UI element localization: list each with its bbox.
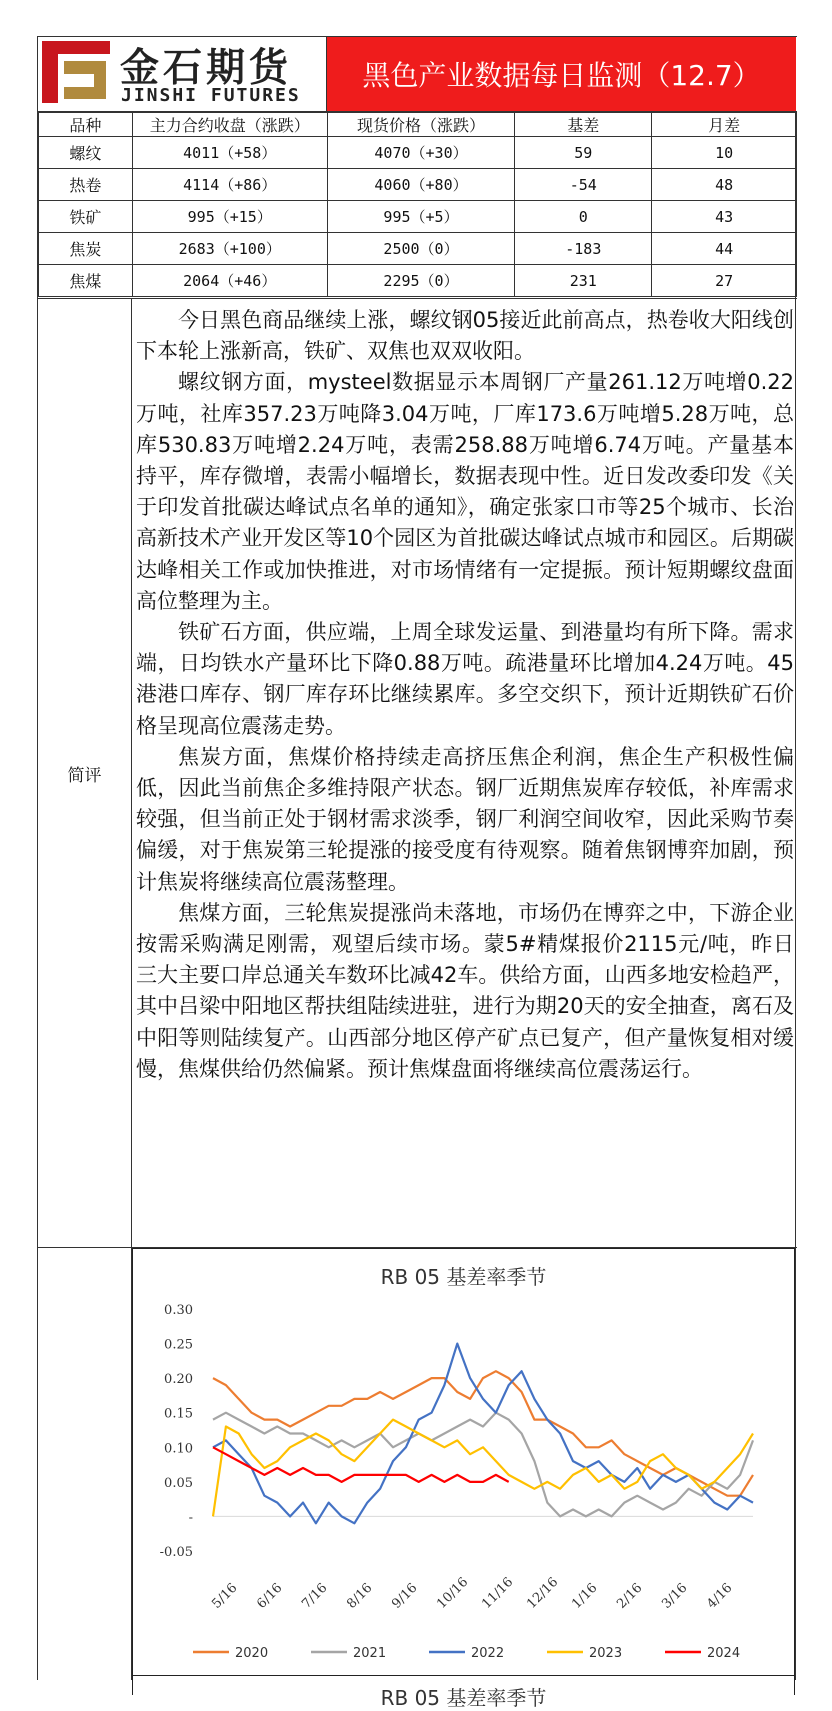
legend-label: 2024 xyxy=(707,1646,741,1661)
header-cell: 品种 xyxy=(39,113,133,137)
header-cell: 月差 xyxy=(652,113,797,137)
table-row xyxy=(39,137,797,169)
commentary-label-text: 简评 xyxy=(67,765,102,786)
x-tick-label: 1/16 xyxy=(569,1580,601,1612)
x-tick-label: 7/16 xyxy=(299,1580,331,1612)
x-tick-label: 11/16 xyxy=(479,1574,517,1612)
report-title: 黑色产业数据每日监测（12.7） xyxy=(362,59,761,92)
chart-title: RB 05 基差率季节 xyxy=(380,1265,547,1289)
spot-price-cell: 2295（0） xyxy=(327,265,515,297)
month-spread-cell: 48 xyxy=(652,169,797,201)
chart-plot xyxy=(133,1249,796,1677)
table-row xyxy=(39,233,797,265)
x-tick-label: 5/16 xyxy=(209,1580,241,1612)
basis-cell: 231 xyxy=(515,265,652,297)
table-row xyxy=(39,265,797,297)
basis-cell: 59 xyxy=(515,137,652,169)
x-tick-label: 4/16 xyxy=(704,1580,736,1612)
legend-label: 2020 xyxy=(235,1646,269,1661)
next-chart-frame xyxy=(132,1675,795,1710)
basis-cell: -183 xyxy=(515,233,652,265)
table-row xyxy=(39,169,797,201)
spot-price-cell: 2500（0） xyxy=(327,233,515,265)
x-tick-label: 2/16 xyxy=(614,1580,646,1612)
jinshi-logo-icon xyxy=(42,41,110,103)
futures-close-cell: 4011（+58） xyxy=(132,137,327,169)
header-cell: 主力合约收盘（涨跌） xyxy=(132,113,327,137)
commentary-paragraph-coke: 焦炭方面，焦煤价格持续走高挤压焦企利润，焦企生产积极性偏低，因此当前焦企多维持限产状态。钢厂近期焦炭库存较低，补库需求较强，但当前正处于钢材需求淡季，钢厂利润空间收窄，因此采购节奏偏缓，对于焦炭第三轮提涨的接受度有待观察。随着焦钢博弈加剧，预计焦炭将继续高位震荡整理。 xyxy=(136,744,794,894)
commentary-section xyxy=(38,298,797,1248)
futures-close-cell: 2683（+100） xyxy=(132,233,327,265)
next-chart-title: RB 05 基差率季节 xyxy=(380,1686,547,1710)
basis-cell: -54 xyxy=(515,169,652,201)
table-row xyxy=(39,201,797,233)
y-tick-label: - xyxy=(188,1510,193,1526)
legend-label: 2022 xyxy=(471,1646,505,1661)
legend-label: 2023 xyxy=(589,1646,623,1661)
commentary-paragraph-rebar: 螺纹钢方面，mysteel数据显示本周钢厂产量261.12万吨增0.22万吨，社库357.23万吨降3.04万吨，厂库173.6万吨增5.28万吨，总库530.83万吨增2.24万吨，表需258.88万吨增6.74万吨。产量基本持平，库存微增，表需小幅增长，数据表现中性。近日发改委印发《关于印发首批碳达峰试点名单的通知》，确定张家口市等25个城市、长治高新技术产业开发区等10个园区为首批碳达峰试点城市和园区。后期碳达峰相关工作或加快推进，对市场情绪有一定提振。预计短期螺纹盘面高位整理为主。 xyxy=(136,370,794,613)
price-table xyxy=(38,112,797,297)
commodity-cell: 热卷 xyxy=(39,169,133,201)
table-header-row xyxy=(39,113,797,137)
commentary-paragraph-coking-coal: 焦煤方面，三轮焦炭提涨尚未落地，市场仍在博弈之中，下游企业按需采购满足刚需，观望后续市场。蒙5#精煤报价2115元/吨，昨日三大主要口岸总通关车数环比减42车。供给方面，山西多地安检趋严，其中吕梁中阳地区帮扶组陆续进驻，进行为期20天的安全抽查，离石及中阳等则陆续复产。山西部分地区停产矿点已复产，但产量恢复相对缓慢，焦煤供给仍然偏紧。预计焦煤盘面将继续高位震荡运行。 xyxy=(136,900,794,1081)
commentary-paragraph-summary: 今日黑色商品继续上涨，螺纹钢05接近此前高点，热卷收大阳线创下本轮上涨新高，铁矿、双焦也双双收阳。 xyxy=(136,308,794,364)
commentary-label xyxy=(38,299,132,1247)
month-spread-cell: 27 xyxy=(652,265,797,297)
y-tick-label: 0.25 xyxy=(164,1337,193,1353)
chart-label-column xyxy=(38,1248,132,1680)
report-sheet xyxy=(37,36,796,1710)
month-spread-cell: 10 xyxy=(652,137,797,169)
spot-price-cell: 995（+5） xyxy=(327,201,515,233)
y-tick-label: 0.05 xyxy=(164,1475,193,1491)
logo-english-text: JINSHI FUTURES xyxy=(121,85,301,106)
x-tick-label: 9/16 xyxy=(389,1580,421,1612)
y-tick-label: 0.30 xyxy=(164,1303,193,1318)
commodity-cell: 铁矿 xyxy=(39,201,133,233)
basis-cell: 0 xyxy=(515,201,652,233)
report-title-banner xyxy=(327,37,796,111)
y-tick-label: 0.10 xyxy=(164,1441,193,1457)
commentary-paragraph-iron-ore: 铁矿石方面，供应端，上周全球发运量、到港量均有所下降。需求端，日均铁水产量环比下降0.88万吨。疏港量环比增加4.24万吨。45港港口库存、钢厂库存环比继续累库。多空交织下，预计近期铁矿石价格呈现高位震荡走势。 xyxy=(136,620,794,738)
month-spread-cell: 43 xyxy=(652,201,797,233)
futures-close-cell: 4114（+86） xyxy=(132,169,327,201)
futures-close-cell: 2064（+46） xyxy=(132,265,327,297)
y-tick-label: -0.05 xyxy=(159,1545,193,1560)
commodity-cell: 焦炭 xyxy=(39,233,133,265)
y-tick-label: 0.15 xyxy=(164,1406,193,1422)
header-cell: 现货价格（涨跌） xyxy=(327,113,515,137)
commentary-body xyxy=(136,305,794,1085)
x-tick-label: 3/16 xyxy=(659,1580,691,1612)
x-tick-label: 10/16 xyxy=(434,1574,472,1612)
legend-label: 2021 xyxy=(353,1646,387,1661)
chart-section xyxy=(38,1248,797,1710)
spot-price-cell: 4070（+30） xyxy=(327,137,515,169)
commodity-cell: 焦煤 xyxy=(39,265,133,297)
commodity-cell: 螺纹 xyxy=(39,137,133,169)
series-line-2024 xyxy=(213,1447,509,1482)
y-tick-label: 0.20 xyxy=(164,1372,193,1388)
company-logo xyxy=(38,37,327,111)
spot-price-cell: 4060（+80） xyxy=(327,169,515,201)
report-header xyxy=(38,36,797,112)
logo-chinese-text: 金石期货 xyxy=(120,46,293,91)
x-tick-label: 8/16 xyxy=(344,1580,376,1612)
month-spread-cell: 44 xyxy=(652,233,797,265)
x-tick-label: 6/16 xyxy=(254,1580,286,1612)
x-tick-label: 12/16 xyxy=(524,1574,562,1612)
header-cell: 基差 xyxy=(515,113,652,137)
futures-close-cell: 995（+15） xyxy=(132,201,327,233)
basis-rate-season-chart xyxy=(132,1248,795,1676)
